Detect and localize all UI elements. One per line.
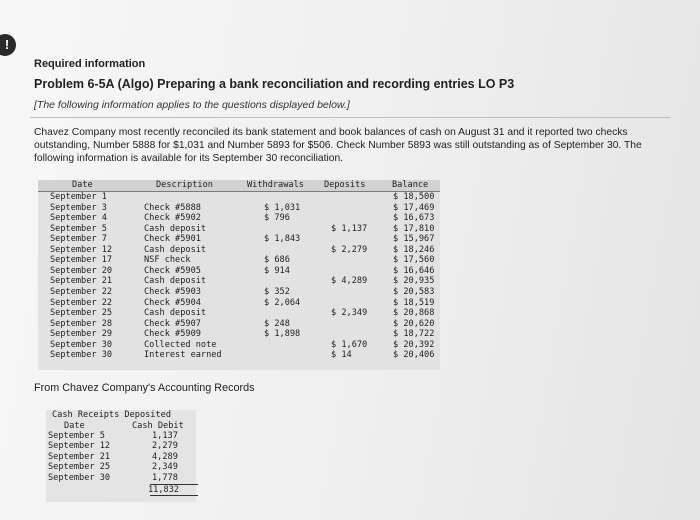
statement-cell-date: September 28 [50,318,113,329]
problem-title: Problem 6-5A (Algo) Preparing a bank reconciliation and recording entries LO P3 [34,77,515,91]
statement-cell-date: September 4 [50,213,107,224]
receipts-total-rule [150,495,198,496]
header-description: Description [156,180,213,190]
statement-cell-date: September 3 [50,202,107,213]
statement-cell-description: Cash deposit [144,308,207,319]
statement-cell-description: Interest earned [144,350,222,361]
statement-cell-date: September 5 [50,223,107,234]
receipts-row-amount: 2,279 [152,441,178,452]
statement-cell-description: Cash deposit [144,276,207,287]
accounting-records-heading: From Chavez Company's Accounting Records [34,382,255,394]
statement-cell-deposits: $ 1,137 [331,223,368,234]
statement-cell-description: Cash deposit [144,244,207,255]
statement-cell-balance: $ 20,406 [393,350,435,361]
statement-cell-description: Check #5909 [144,329,201,340]
statement-cell-balance: $ 20,583 [393,286,435,297]
alert-badge-icon: ! [0,34,16,56]
statement-cell-withdrawals: $ 248 [264,318,290,329]
statement-cell-description: Check #5901 [144,234,201,245]
statement-cell-date: September 21 [50,276,113,287]
statement-cell-description: NSF check [144,255,191,266]
header-date: Date [72,180,93,190]
receipts-row-amount: 4,289 [152,451,178,462]
statement-cell-deposits: $ 1,670 [331,339,368,350]
statement-cell-date: September 30 [50,350,113,361]
statement-cell-date: September 20 [50,265,113,276]
statement-cell-balance: $ 18,519 [393,297,435,308]
statement-cell-deposits: $ 14 [331,350,352,361]
statement-cell-date: September 1 [50,192,107,202]
statement-cell-balance: $ 17,469 [393,202,435,213]
statement-cell-date: September 22 [50,286,113,297]
statement-cell-date: September 12 [50,244,113,255]
statement-cell-description: Check #5905 [144,265,201,276]
statement-cell-balance: $ 20,868 [393,308,435,319]
applies-note: [The following information applies to the questions displayed below.] [34,99,350,111]
receipts-row-date: September 12 [48,441,111,452]
statement-cell-withdrawals: $ 796 [264,213,290,224]
statement-cell-withdrawals: $ 686 [264,255,290,266]
statement-cell-balance: $ 16,673 [393,213,435,224]
required-information-heading: Required information [34,58,146,70]
statement-cell-withdrawals: $ 1,031 [264,202,301,213]
statement-cell-balance: $ 20,392 [393,339,435,350]
header-balance: Balance [392,180,429,190]
statement-cell-withdrawals: $ 914 [264,265,290,276]
divider [30,117,670,118]
receipts-title: Cash Receipts Deposited [52,410,171,420]
header-deposits: Deposits [324,180,366,190]
statement-cell-date: September 29 [50,329,113,340]
receipts-row-date: September 21 [48,451,111,462]
statement-cell-withdrawals: $ 1,898 [264,329,301,340]
statement-cell-withdrawals: $ 352 [264,286,290,297]
statement-cell-description: Check #5902 [144,213,201,224]
statement-cell-description: Cash deposit [144,223,207,234]
problem-intro-text: Chavez Company most recently reconciled its bank statement and book balances of cash on August 31 and it reported two checks outstanding, Number 5888 for $1,031 and Number 5893 for $506. Check Number 5893 was still outstanding as of September 30. The following information is available for its September 30 reconciliation. [34,127,642,164]
statement-cell-description: Check #5888 [144,202,201,213]
statement-cell-balance: $ 20,620 [393,318,435,329]
receipts-row-amount: 2,349 [152,462,178,473]
bank-statement-table [38,180,440,370]
receipts-col-date: Date [64,420,85,431]
receipts-row-amount: 1,137 [152,431,178,441]
bank-statement-header [38,180,440,192]
statement-cell-balance: $ 18,500 [393,192,435,202]
statement-cell-description: Check #5904 [144,297,201,308]
receipts-row-date: September 5 [48,431,105,441]
statement-cell-date: September 22 [50,297,113,308]
statement-cell-balance: $ 16,646 [393,265,435,276]
statement-cell-balance: $ 17,810 [393,223,435,234]
statement-cell-balance: $ 15,967 [393,234,435,245]
cash-receipts-table [46,410,206,502]
statement-cell-description: Check #5907 [144,318,201,329]
receipts-row-date: September 25 [48,462,111,473]
receipts-row-amount: 1,778 [152,472,178,483]
header-withdrawals: Withdrawals [247,180,304,190]
receipts-col-debit: Cash Debit [132,420,184,431]
statement-cell-description: Collected note [144,339,217,350]
statement-cell-date: September 30 [50,339,113,350]
statement-cell-balance: $ 18,722 [393,329,435,340]
statement-cell-balance: $ 20,935 [393,276,435,287]
statement-cell-date: September 25 [50,308,113,319]
statement-cell-date: September 7 [50,234,107,245]
statement-cell-withdrawals: $ 2,064 [264,297,301,308]
statement-cell-balance: $ 18,246 [393,244,435,255]
statement-cell-deposits: $ 2,349 [331,308,368,319]
statement-cell-balance: $ 17,560 [393,255,435,266]
statement-cell-date: September 17 [50,255,113,266]
statement-cell-deposits: $ 4,289 [331,276,368,287]
statement-cell-description: Check #5903 [144,286,201,297]
receipts-row-date: September 30 [48,472,111,483]
statement-cell-deposits: $ 2,279 [331,244,368,255]
statement-cell-withdrawals: $ 1,843 [264,234,301,245]
receipts-total: 11,832 [148,484,180,495]
